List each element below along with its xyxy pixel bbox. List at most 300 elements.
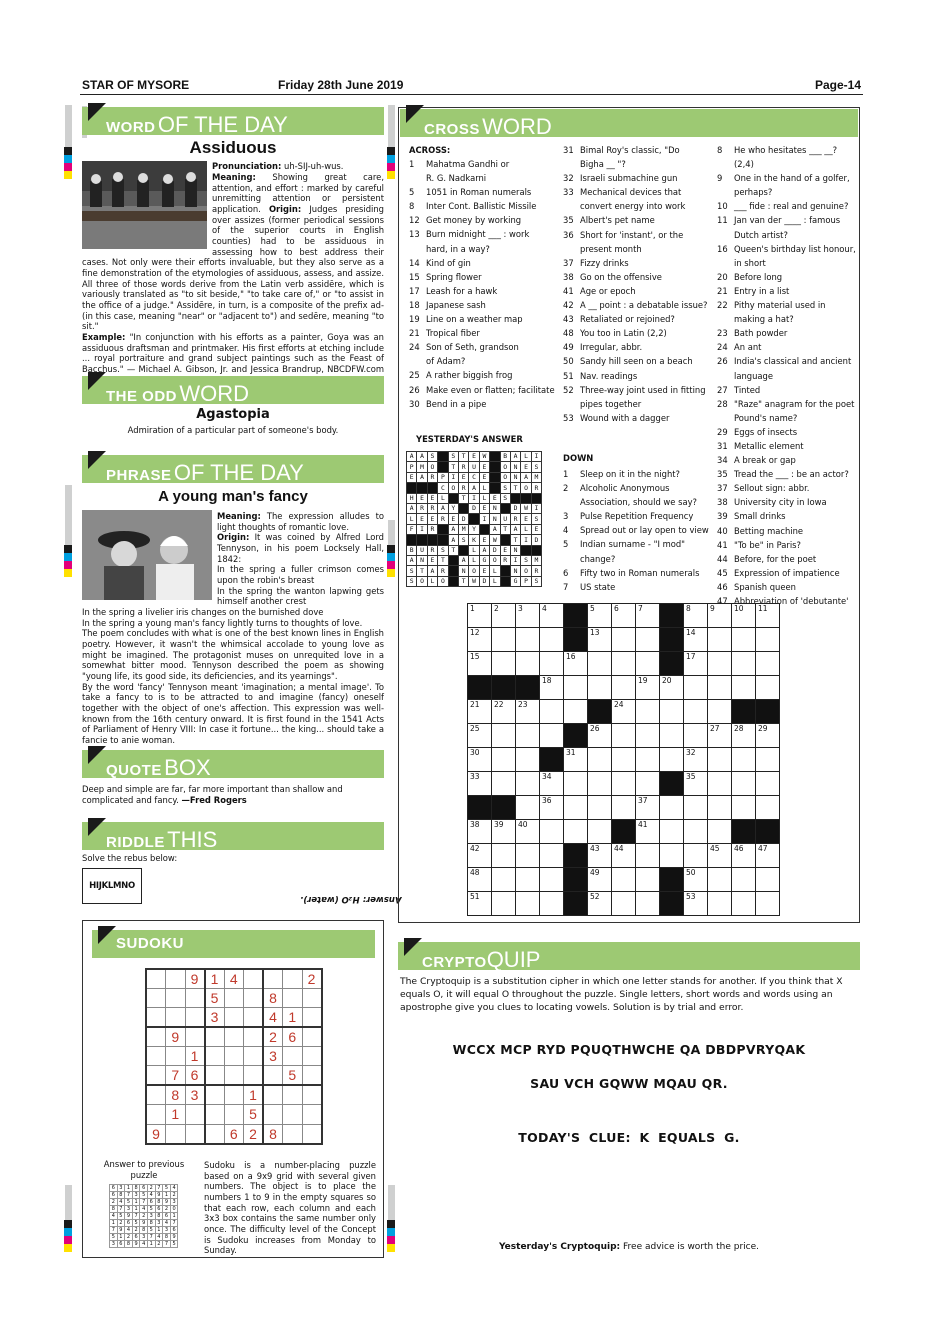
clue-item	[563, 228, 713, 242]
crossword-cell[interactable]: 22	[492, 700, 516, 724]
crossword-cell[interactable]: 40	[516, 820, 540, 844]
crossword-cell[interactable]: 33	[468, 772, 492, 796]
sudoku-cell[interactable]	[244, 969, 264, 988]
clue-number: 21	[717, 285, 728, 296]
answer-cell: S	[500, 493, 510, 503]
clue-number	[717, 228, 734, 242]
crossword-cell[interactable]	[684, 724, 708, 748]
sudoku-cell[interactable]	[302, 1085, 322, 1104]
crossword-cell[interactable]	[564, 700, 588, 724]
crossword-cell[interactable]: 20	[660, 676, 684, 700]
crossword-cell[interactable]: 49	[588, 868, 612, 892]
crossword-cell[interactable]: 45	[708, 844, 732, 868]
answer-cell: T	[510, 535, 520, 545]
crossword-cell[interactable]: 5	[588, 604, 612, 628]
crossword-cell[interactable]	[732, 892, 756, 916]
crossword-cell[interactable]	[708, 652, 732, 676]
crossword-cell[interactable]	[756, 628, 780, 652]
crossword-cell[interactable]	[492, 724, 516, 748]
answer-cell: N	[458, 566, 468, 576]
crossword-cell[interactable]: 28	[732, 724, 756, 748]
crossword-cell[interactable]	[636, 724, 660, 748]
crossword-cell[interactable]: 47	[756, 844, 780, 868]
answer-digit: 5	[117, 1213, 125, 1220]
clue-text: Jan van der ____ : famous	[734, 215, 841, 226]
sudoku-cell[interactable]	[263, 1105, 283, 1124]
sudoku-cell[interactable]	[283, 1124, 303, 1143]
sudoku-cell[interactable]	[185, 1124, 205, 1143]
answer-digit: 1	[132, 1199, 140, 1206]
crossword-cell[interactable]	[612, 772, 636, 796]
clue-item	[717, 326, 857, 340]
sudoku-cell[interactable]	[146, 1047, 166, 1066]
clue-item	[717, 143, 857, 171]
crossword-cell[interactable]	[588, 820, 612, 844]
crossword-cell[interactable]: 25	[468, 724, 492, 748]
crossword-cell[interactable]	[660, 844, 684, 868]
section-marker-icon	[88, 818, 106, 836]
sudoku-cell[interactable]	[185, 1027, 205, 1046]
crossword-cell[interactable]	[660, 748, 684, 772]
crossword-cell[interactable]	[708, 676, 732, 700]
crossword-cell[interactable]	[684, 700, 708, 724]
sudoku-cell[interactable]	[205, 1105, 225, 1124]
answer-cell: E	[479, 503, 489, 513]
crossword-cell[interactable]	[540, 628, 564, 652]
sudoku-cell[interactable]	[302, 1027, 322, 1046]
sudoku-cell[interactable]	[146, 988, 166, 1007]
crossword-cell[interactable]	[564, 676, 588, 700]
crossword-cell[interactable]	[732, 748, 756, 772]
crossword-cell[interactable]: 3	[516, 604, 540, 628]
sudoku-cell[interactable]	[263, 969, 283, 988]
clue-number: 38	[563, 271, 574, 282]
clue-number: 14	[409, 257, 420, 268]
answer-cell: R	[427, 472, 437, 482]
sudoku-cell[interactable]	[146, 1008, 166, 1027]
clue-number	[717, 369, 734, 383]
crossword-cell[interactable]: 6	[612, 604, 636, 628]
sudoku-cell[interactable]	[302, 1066, 322, 1085]
answer-cell: E	[531, 524, 541, 534]
crossword-cell[interactable]	[516, 628, 540, 652]
sudoku-cell[interactable]	[244, 1027, 264, 1046]
clue-item	[717, 467, 857, 481]
cryptoquip-clue: TODAY'S CLUE: K EQUALS G.	[518, 1130, 740, 1145]
clue-number	[563, 495, 580, 509]
sudoku-cell[interactable]	[283, 1105, 303, 1124]
sudoku-cell: 9	[185, 969, 205, 988]
sudoku-cell[interactable]	[283, 1047, 303, 1066]
sudoku-cell[interactable]	[205, 1027, 225, 1046]
sudoku-cell[interactable]	[224, 988, 244, 1007]
clue-number: 50	[563, 356, 574, 367]
crossword-cell[interactable]: 34	[540, 772, 564, 796]
crossword-cell[interactable]	[540, 868, 564, 892]
sudoku-cell[interactable]	[224, 1047, 244, 1066]
answer-cell: R	[417, 503, 427, 513]
clue-item	[717, 369, 857, 383]
crossword-cell[interactable]: 21	[468, 700, 492, 724]
answer-digit: 4	[125, 1227, 133, 1234]
sudoku-cell[interactable]	[166, 969, 186, 988]
sudoku-cell[interactable]	[205, 1085, 225, 1104]
sudoku-cell[interactable]	[224, 1066, 244, 1085]
crossword-cell[interactable]	[492, 772, 516, 796]
crossword-cell[interactable]: 37	[636, 796, 660, 820]
crossword-cell[interactable]	[564, 772, 588, 796]
sudoku-cell[interactable]	[224, 1008, 244, 1027]
clue-item	[563, 185, 713, 199]
quote-header: QUOTE BOX	[82, 750, 384, 778]
crossword-cell[interactable]: 16	[564, 652, 588, 676]
answer-block	[500, 535, 510, 545]
crossword-cell[interactable]	[684, 820, 708, 844]
crossword-cell[interactable]	[660, 820, 684, 844]
answer-cell: I	[531, 452, 541, 462]
sudoku-cell[interactable]	[185, 1008, 205, 1027]
crossword-cell[interactable]	[684, 844, 708, 868]
clue-number: 9	[717, 173, 723, 184]
sudoku-cell[interactable]	[302, 1105, 322, 1124]
crossword-cell[interactable]	[636, 844, 660, 868]
crossword-cell[interactable]	[708, 748, 732, 772]
answer-cell: A	[417, 452, 427, 462]
crossword-cell[interactable]	[516, 868, 540, 892]
answer-digit: 4	[163, 1220, 171, 1227]
crossword-cell[interactable]: 31	[564, 748, 588, 772]
sudoku-cell[interactable]	[146, 1027, 166, 1046]
answer-cell: R	[438, 514, 448, 524]
sudoku-cell: 4	[224, 969, 244, 988]
crossword-cell[interactable]	[636, 652, 660, 676]
sudoku-cell[interactable]	[302, 988, 322, 1007]
crossword-cell[interactable]: 30	[468, 748, 492, 772]
answer-cell: S	[438, 545, 448, 555]
crossword-cell[interactable]	[492, 748, 516, 772]
answer-block	[417, 483, 427, 493]
sudoku-cell[interactable]	[302, 1124, 322, 1143]
crossword-cell[interactable]	[636, 628, 660, 652]
clue-number: 22	[717, 300, 728, 311]
clue-text: Irregular, abbr.	[580, 342, 643, 353]
crossword-cell[interactable]	[492, 892, 516, 916]
clue-item	[717, 354, 857, 368]
crossword-cell[interactable]: 4	[540, 604, 564, 628]
registration-mark	[64, 1220, 72, 1252]
sudoku-cell[interactable]	[263, 1066, 283, 1085]
across-label: ACROSS:	[409, 145, 451, 155]
crossword-cell[interactable]	[756, 796, 780, 820]
sudoku-cell[interactable]	[205, 1124, 225, 1143]
crossword-cell[interactable]	[732, 868, 756, 892]
answer-block	[521, 493, 531, 503]
crossword-block	[564, 604, 588, 628]
clue-text: One in the hand of a golfer,	[734, 173, 850, 184]
crossword-cell[interactable]	[492, 652, 516, 676]
sudoku-cell: 9	[146, 1124, 166, 1143]
crossword-cell[interactable]	[660, 796, 684, 820]
crossword-cell[interactable]	[564, 796, 588, 820]
answer-cell: O	[521, 566, 531, 576]
sudoku-cell[interactable]	[146, 1085, 166, 1104]
sudoku-cell[interactable]	[224, 1105, 244, 1124]
sudoku-cell[interactable]	[166, 1047, 186, 1066]
sudoku-cell[interactable]	[146, 1105, 166, 1124]
answer-digit: 2	[140, 1213, 148, 1220]
crossword-cell[interactable]	[708, 820, 732, 844]
crossword-cell[interactable]	[516, 748, 540, 772]
answer-cell: R	[531, 566, 541, 576]
answer-cell: O	[500, 472, 510, 482]
sudoku-cell[interactable]	[244, 1047, 264, 1066]
crossword-cell[interactable]	[516, 892, 540, 916]
crossword-cell[interactable]	[540, 844, 564, 868]
crossword-cell[interactable]	[588, 772, 612, 796]
crossword-cell[interactable]: 50	[684, 868, 708, 892]
crossword-cell[interactable]: 46	[732, 844, 756, 868]
crossword-cell[interactable]: 12	[468, 628, 492, 652]
crossword-cell[interactable]	[756, 892, 780, 916]
sudoku-cell[interactable]	[224, 1027, 244, 1046]
crossword-cell[interactable]: 36	[540, 796, 564, 820]
crossword-cell[interactable]	[756, 772, 780, 796]
crossword-cell[interactable]: 43	[588, 844, 612, 868]
clue-number: 8	[717, 145, 723, 155]
crossword-cell[interactable]	[612, 652, 636, 676]
crossword-cell[interactable]: 39	[492, 820, 516, 844]
clue-number: 38	[717, 497, 728, 508]
crossword-cell[interactable]: 32	[684, 748, 708, 772]
crossword-cell[interactable]	[708, 628, 732, 652]
crossword-cell[interactable]: 19	[636, 676, 660, 700]
crossword-cell[interactable]	[588, 652, 612, 676]
crossword-cell[interactable]	[540, 700, 564, 724]
crossword-cell[interactable]	[540, 652, 564, 676]
sudoku-cell[interactable]	[283, 969, 303, 988]
answer-block	[500, 503, 510, 513]
crossword-cell[interactable]	[516, 724, 540, 748]
crossword-cell[interactable]: 2	[492, 604, 516, 628]
answer-cell: E	[417, 493, 427, 503]
crossword-cell[interactable]	[588, 796, 612, 820]
crossword-cell[interactable]: 7	[636, 604, 660, 628]
crossword-cell[interactable]	[708, 892, 732, 916]
answer-cell: E	[469, 452, 479, 462]
clue-number: 17	[409, 285, 420, 296]
sudoku-cell[interactable]	[263, 1085, 283, 1104]
clue-text: Bimal Roy's classic, "Do	[580, 145, 680, 155]
crossword-cell[interactable]	[540, 724, 564, 748]
clue-text: Get money by working	[426, 215, 522, 226]
crossword-cell[interactable]: 52	[588, 892, 612, 916]
crossword-cell[interactable]	[492, 868, 516, 892]
crossword-cell[interactable]	[732, 796, 756, 820]
crossword-cell[interactable]	[708, 868, 732, 892]
answer-cell: E	[448, 514, 458, 524]
crossword-cell[interactable]	[612, 748, 636, 772]
crossword-cell[interactable]	[756, 748, 780, 772]
crossword-cell[interactable]	[684, 796, 708, 820]
crossword-cell[interactable]: 53	[684, 892, 708, 916]
sudoku-cell[interactable]	[205, 1047, 225, 1066]
answer-cell: L	[490, 566, 500, 576]
crossword-cell[interactable]	[756, 652, 780, 676]
crossword-cell[interactable]: 44	[612, 844, 636, 868]
crossword-cell[interactable]	[492, 844, 516, 868]
clue-item	[563, 509, 713, 523]
cryptoquip-line2: SAU VCH GQWW MQAU QR.	[530, 1076, 728, 1091]
crossword-cell[interactable]: 17	[684, 652, 708, 676]
sudoku-cell[interactable]	[244, 1066, 264, 1085]
crossword-cell[interactable]	[612, 628, 636, 652]
clue-number: 48	[563, 328, 574, 339]
crossword-cell[interactable]	[708, 796, 732, 820]
sudoku-cell[interactable]	[302, 1008, 322, 1027]
clue-item	[409, 340, 559, 354]
sudoku-cell[interactable]	[283, 988, 303, 1007]
clue-text: Association, should we say?	[580, 497, 697, 508]
crossword-cell[interactable]	[732, 652, 756, 676]
answer-digit: 6	[110, 1192, 118, 1199]
crossword-cell[interactable]: 24	[612, 700, 636, 724]
clue-text: Fifty two in Roman numerals	[580, 567, 700, 578]
answer-cell: E	[427, 555, 437, 565]
crossword-cell[interactable]	[636, 748, 660, 772]
crossword-cell[interactable]: 13	[588, 628, 612, 652]
answer-digit: 1	[125, 1185, 133, 1192]
crossword-cell[interactable]	[708, 772, 732, 796]
sudoku-cell[interactable]	[146, 969, 166, 988]
crossword-cell[interactable]	[612, 868, 636, 892]
sudoku-cell: 5	[244, 1105, 264, 1124]
clue-item	[717, 340, 857, 354]
answer-cell: A	[417, 472, 427, 482]
answer-block	[438, 452, 448, 462]
crossword-block	[540, 748, 564, 772]
answer-cell: E	[458, 472, 468, 482]
answer-cell: A	[510, 452, 520, 462]
crossword-cell[interactable]: 8	[684, 604, 708, 628]
clue-item	[563, 143, 713, 157]
crossword-cell[interactable]	[612, 724, 636, 748]
answer-digit: 8	[125, 1241, 133, 1248]
crossword-cell[interactable]	[732, 628, 756, 652]
crossword-cell[interactable]	[516, 772, 540, 796]
sudoku-cell[interactable]	[166, 1124, 186, 1143]
crossword-cell[interactable]	[732, 676, 756, 700]
clue-number: 26	[717, 356, 728, 367]
clue-number: 16	[717, 243, 728, 254]
crossword-cell[interactable]	[660, 724, 684, 748]
crossword-cell[interactable]: 26	[588, 724, 612, 748]
answer-cell: G	[510, 576, 520, 586]
crossword-cell[interactable]	[516, 652, 540, 676]
crossword-cell[interactable]: 48	[468, 868, 492, 892]
down-label: DOWN	[563, 453, 594, 463]
sudoku-cell[interactable]	[244, 1008, 264, 1027]
crossword-cell[interactable]: 18	[540, 676, 564, 700]
crossword-cell[interactable]: 42	[468, 844, 492, 868]
clue-item	[563, 354, 713, 368]
answer-cell: R	[438, 566, 448, 576]
crossword-cell[interactable]: 41	[636, 820, 660, 844]
clue-item	[563, 270, 713, 284]
crossword-cell[interactable]	[516, 796, 540, 820]
crossword-cell[interactable]	[684, 676, 708, 700]
crossword-cell[interactable]: 29	[756, 724, 780, 748]
crossword-cell[interactable]: 1	[468, 604, 492, 628]
crossword-cell[interactable]: 38	[468, 820, 492, 844]
answer-digit: 6	[147, 1199, 155, 1206]
clue-text: Spring flower	[426, 271, 482, 282]
answer-digit: 5	[170, 1241, 178, 1248]
answer-digit: 5	[125, 1199, 133, 1206]
clue-item	[717, 298, 857, 312]
sudoku-cell[interactable]	[166, 1008, 186, 1027]
crossword-cell[interactable]	[612, 892, 636, 916]
crossword-cell[interactable]	[636, 892, 660, 916]
clue-item	[409, 270, 559, 284]
crossword-cell[interactable]	[636, 700, 660, 724]
crossword-cell[interactable]	[636, 868, 660, 892]
crossword-cell[interactable]: 10	[732, 604, 756, 628]
crossword-cell[interactable]	[612, 796, 636, 820]
answer-digit: 7	[132, 1213, 140, 1220]
crossword-cell[interactable]	[708, 700, 732, 724]
crossword-cell[interactable]	[588, 676, 612, 700]
crossword-cell[interactable]	[612, 676, 636, 700]
crossword-cell[interactable]	[564, 820, 588, 844]
sudoku-cell: 2	[263, 1027, 283, 1046]
clue-item	[717, 185, 857, 199]
clue-text: Alcoholic Anonymous	[580, 483, 670, 494]
answer-cell: A	[458, 555, 468, 565]
sudoku-cell[interactable]	[224, 1085, 244, 1104]
sudoku-cell[interactable]	[283, 1085, 303, 1104]
crossword-cell[interactable]	[588, 748, 612, 772]
crossword-cell[interactable]	[732, 772, 756, 796]
crossword-cell[interactable]: 23	[516, 700, 540, 724]
crossword-cell[interactable]	[636, 772, 660, 796]
sudoku-cell[interactable]	[302, 1047, 322, 1066]
sudoku-cell[interactable]	[146, 1066, 166, 1085]
crossword-cell[interactable]	[492, 628, 516, 652]
crossword-cell[interactable]	[540, 892, 564, 916]
crossword-cell[interactable]: 27	[708, 724, 732, 748]
sudoku-cell[interactable]	[166, 988, 186, 1007]
crossword-cell[interactable]	[660, 700, 684, 724]
crossword-cell[interactable]	[756, 868, 780, 892]
sudoku-cell[interactable]	[205, 1066, 225, 1085]
sudoku-cell[interactable]	[244, 988, 264, 1007]
crossword-cell[interactable]: 51	[468, 892, 492, 916]
across-clues-col2	[563, 143, 713, 425]
sudoku-cell[interactable]	[185, 988, 205, 1007]
crossword-cell[interactable]: 35	[684, 772, 708, 796]
clue-item	[563, 566, 713, 580]
registration-mark	[64, 147, 72, 179]
crossword-cell[interactable]: 9	[708, 604, 732, 628]
crossword-cell[interactable]: 14	[684, 628, 708, 652]
crossword-cell[interactable]: 11	[756, 604, 780, 628]
crossword-cell[interactable]	[540, 820, 564, 844]
crossword-cell[interactable]	[756, 676, 780, 700]
sudoku-cell[interactable]	[185, 1105, 205, 1124]
crossword-cell[interactable]: 15	[468, 652, 492, 676]
clue-number: 51	[563, 370, 574, 381]
crossword-cell[interactable]	[516, 844, 540, 868]
